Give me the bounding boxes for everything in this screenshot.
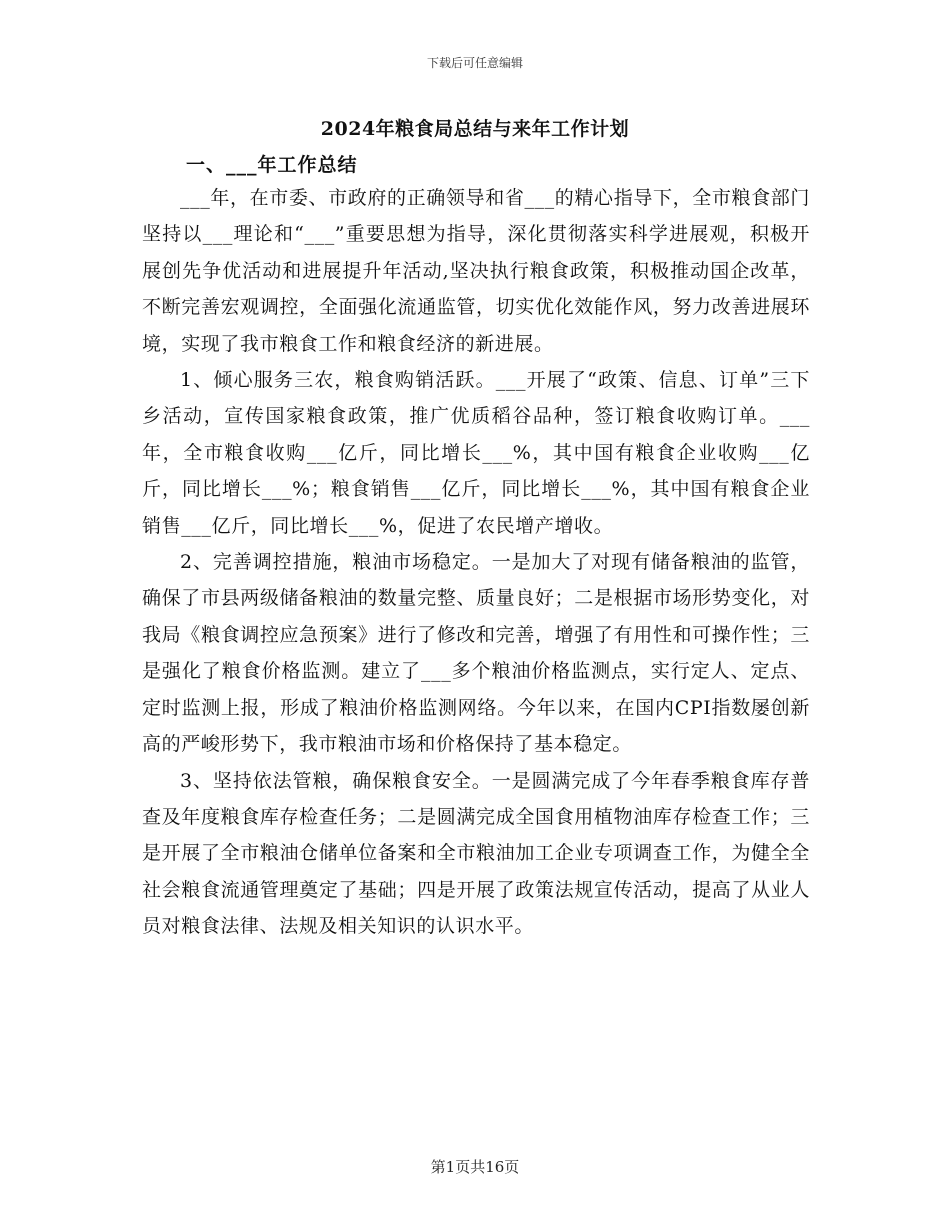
paragraph-item-1: 1、倾心服务三农，粮食购销活跃。___开展了“政策、信息、订单”三下乡活动，宣传国家粮食政策，推广优质稻谷品种，签订粮食收购订单。___年，全市粮食收购___亿斤，同比增长___%，其中国有粮食企业收购___亿斤，同比增长___%；粮食销售___亿斤，同比增长___%，其中国有粮食企业销售___亿斤，同比增长___%，促进了农民增产增收。 — [142, 369, 810, 537]
page-number: 第1页共16页 — [430, 1158, 520, 1176]
paragraph-item-3: 3、坚持依法管粮，确保粮食安全。一是圆满完成了今年春季粮食库存普查及年度粮食库存检查任务；二是圆满完成全国食用植物油库存检查工作；三是开展了全市粮油仓储单位备案和全市粮油加工企业专项调查工作，为健全全社会粮食流通管理奠定了基础；四是开展了政策法规宣传活动，提高了从业人员对粮食法律、法规及相关知识的认识水平。 — [142, 769, 810, 938]
section-heading: 一、___年工作总结 — [186, 154, 358, 176]
paragraph-intro: ___年，在市委、市政府的正确领导和省___的精心指导下，全市粮食部门坚持以___理论和“___”重要思想为指导，深化贯彻落实科学进展观，积极开展创先争优活动和进展提升年活动,坚决执行粮食政策，积极推动国企改革，不断完善宏观调控，全面强化流通监管，切实优化效能作风，努力改善进展环境，实现了我市粮食工作和粮食经济的新进展。 — [142, 187, 810, 355]
document-title: 2024年粮食局总结与来年工作计划 — [320, 118, 630, 140]
document-body — [142, 180, 810, 945]
paragraph-item-2: 2、完善调控措施，粮油市场稳定。一是加大了对现有储备粮油的监管，确保了市县两级储备粮油的数量完整、质量良好；二是根据市场形势变化，对我局《粮食调控应急预案》进行了修改和完善，增强了有用性和可操作性；三是强化了粮食价格监测。建立了___多个粮油价格监测点，实行定人、定点、定时监测上报，形成了粮油价格监测网络。今年以来，在国内CPI指数屡创新高的严峻形势下，我市粮油市场和价格保持了基本稳定。 — [142, 551, 810, 756]
header-note: 下载后可任意编辑 — [426, 56, 523, 70]
